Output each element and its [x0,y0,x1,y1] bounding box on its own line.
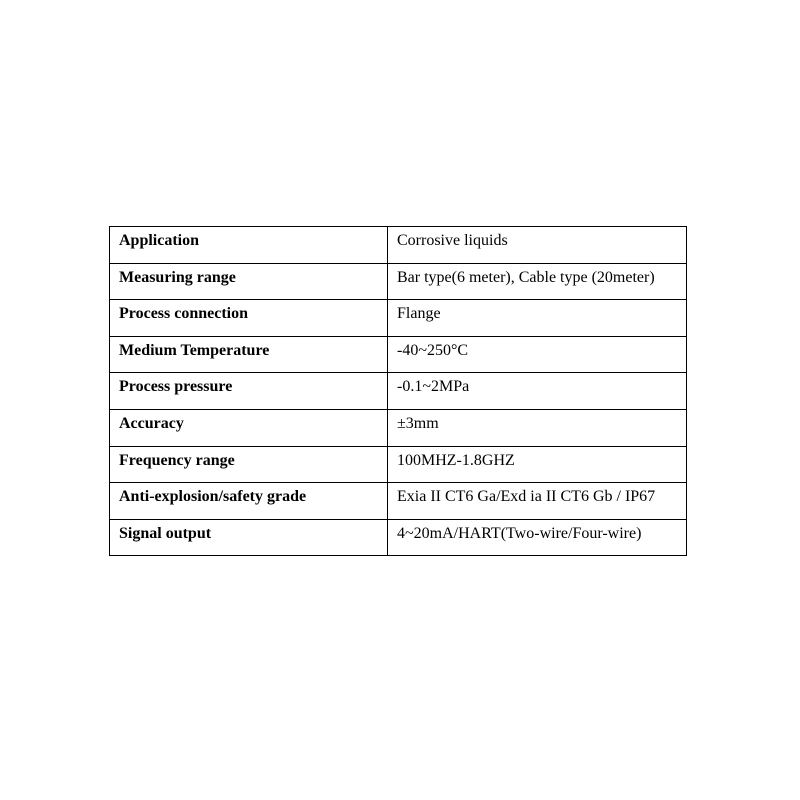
parameter-cell: Application [110,227,388,264]
specification-table [109,226,687,556]
parameter-cell: Frequency range [110,446,388,483]
parameter-cell: Anti-explosion/safety grade [110,483,388,520]
parameter-cell: Accuracy [110,409,388,446]
table-row [110,300,687,337]
value-cell: -40~250°C [388,336,687,373]
value-cell: -0.1~2MPa [388,373,687,410]
value-cell: Corrosive liquids [388,227,687,264]
table-row [110,227,687,264]
parameter-cell: Process connection [110,300,388,337]
table-row [110,336,687,373]
parameter-cell: Signal output [110,519,388,556]
value-cell: ±3mm [388,409,687,446]
value-cell: 4~20mA/HART(Two-wire/Four-wire) [388,519,687,556]
value-cell: 100MHZ-1.8GHZ [388,446,687,483]
table-row [110,263,687,300]
value-cell: Bar type(6 meter), Cable type (20meter) [388,263,687,300]
table-row [110,446,687,483]
value-cell: Exia II CT6 Ga/Exd ia II CT6 Gb / IP67 [388,483,687,520]
table-row [110,373,687,410]
table-row [110,519,687,556]
table-row [110,409,687,446]
table-row [110,483,687,520]
parameter-cell: Process pressure [110,373,388,410]
parameter-cell: Medium Temperature [110,336,388,373]
parameter-cell: Measuring range [110,263,388,300]
value-cell: Flange [388,300,687,337]
